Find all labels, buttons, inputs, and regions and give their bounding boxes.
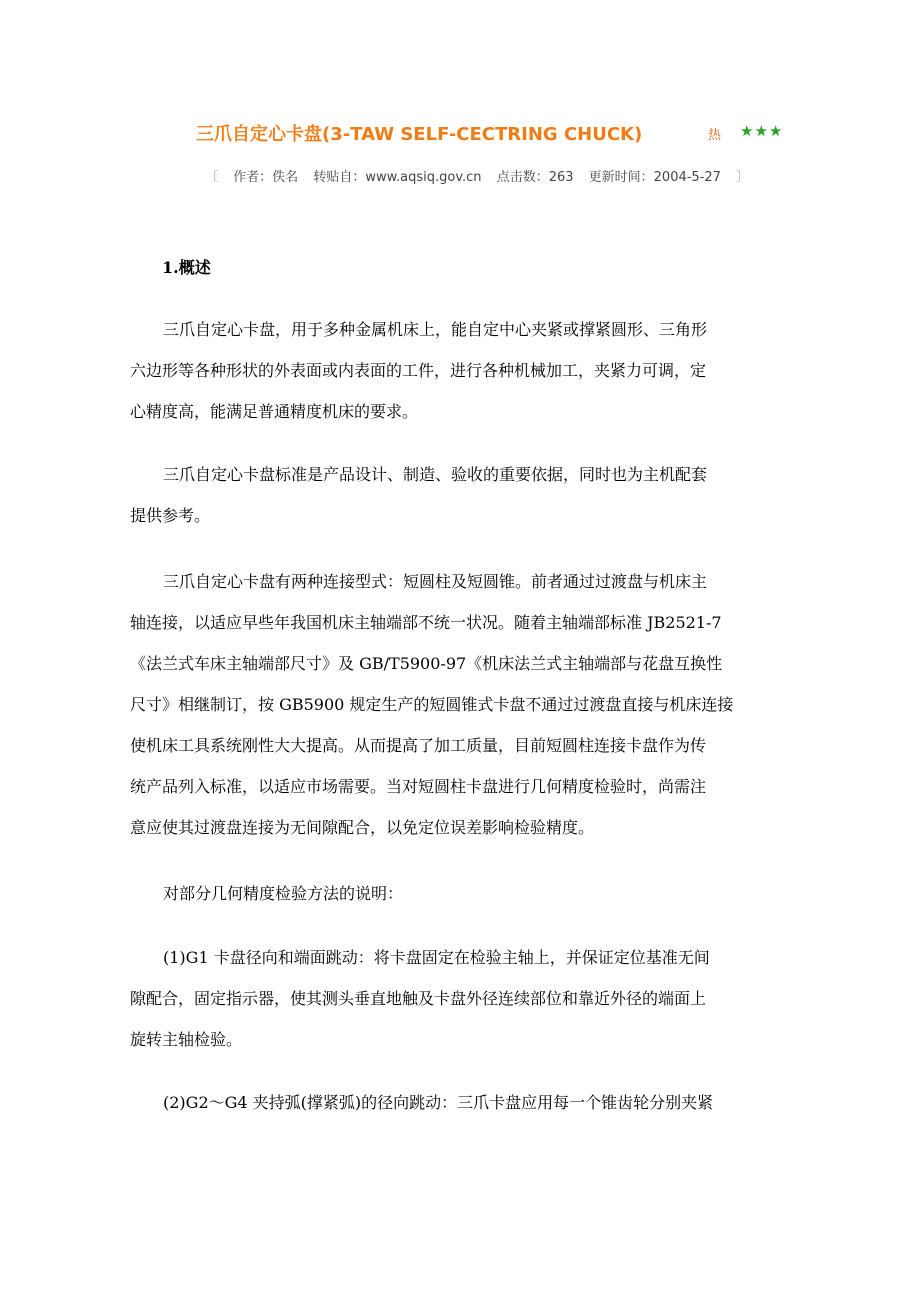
- text-line: 意应使其过渡盘连接为无间隙配合，以免定位误差影响检验精度。: [130, 818, 595, 837]
- article-title: 三爪自定心卡盘(3-TAW SELF-CECTRING CHUCK): [196, 124, 643, 145]
- text-line: (2)G2～G4 夹持弧(撑紧弧)的径向跳动：三爪卡盘应用每一个锥齿轮分别夹紧: [163, 1093, 714, 1112]
- meta-open-bracket: 〔: [205, 170, 219, 185]
- text-line: 使机床工具系统刚性大大提高。从而提高了加工质量，目前短圆柱连接卡盘作为传: [130, 736, 707, 755]
- text-line: 《法兰式车床主轴端部尺寸》及 GB/T5900-97《机床法兰式主轴端部与花盘互换性: [130, 654, 723, 673]
- text-line: 对部分几何精度检验方法的说明：: [163, 884, 404, 903]
- paragraph: [130, 454, 782, 536]
- text-line: 三爪自定心卡盘标准是产品设计、制造、验收的重要依据，同时也为主机配套: [163, 465, 708, 484]
- paragraph: [130, 937, 782, 1060]
- meta-updated: 更新时间：2004-5-27: [588, 170, 721, 185]
- text-line: 旋转主轴检验。: [130, 1030, 243, 1049]
- text-line: 隙配合，固定指示器，使其测头垂直地触及卡盘外径连续部位和靠近外径的端面上: [130, 989, 707, 1008]
- meta-clicks: 点击数：263: [496, 170, 574, 185]
- text-line: 提供参考。: [130, 506, 211, 525]
- text-line: 三爪自定心卡盘有两种连接型式：短圆柱及短圆锥。前者通过过渡盘与机床主: [163, 572, 708, 591]
- text-line: 六边形等各种形状的外表面或内表面的工件，进行各种机械加工，夹紧力可调，定: [130, 361, 707, 380]
- paragraph: [130, 561, 782, 848]
- text-line: 心精度高，能满足普通精度机床的要求。: [130, 402, 419, 421]
- rating-stars: ★★★: [740, 122, 784, 140]
- text-line: (1)G1 卡盘径向和端面跳动：将卡盘固定在检验主轴上，并保证定位基准无间: [163, 948, 710, 967]
- section-heading: 1.概述: [162, 258, 211, 277]
- paragraph: [130, 1082, 782, 1123]
- text-line: 轴连接，以适应早些年我国机床主轴端部不统一状况。随着主轴端部标准 JB2521-7: [130, 613, 722, 632]
- meta-author: 作者：佚名: [233, 170, 299, 185]
- meta-close-bracket: 〕: [736, 170, 750, 185]
- paragraph: [130, 309, 782, 432]
- hot-label: 热: [708, 128, 722, 143]
- paragraph: [130, 873, 782, 914]
- text-line: 尺寸》相继制订，按 GB5900 规定生产的短圆锥式卡盘不通过过渡盘直接与机床连接: [130, 695, 734, 714]
- text-line: 统产品列入标准，以适应市场需要。当对短圆柱卡盘进行几何精度检验时，尚需注: [130, 777, 707, 796]
- meta-source: 转贴自：www.aqsiq.gov.cn: [313, 170, 482, 185]
- text-line: 三爪自定心卡盘，用于多种金属机床上，能自定中心夹紧或撑紧圆形、三角形: [163, 320, 708, 339]
